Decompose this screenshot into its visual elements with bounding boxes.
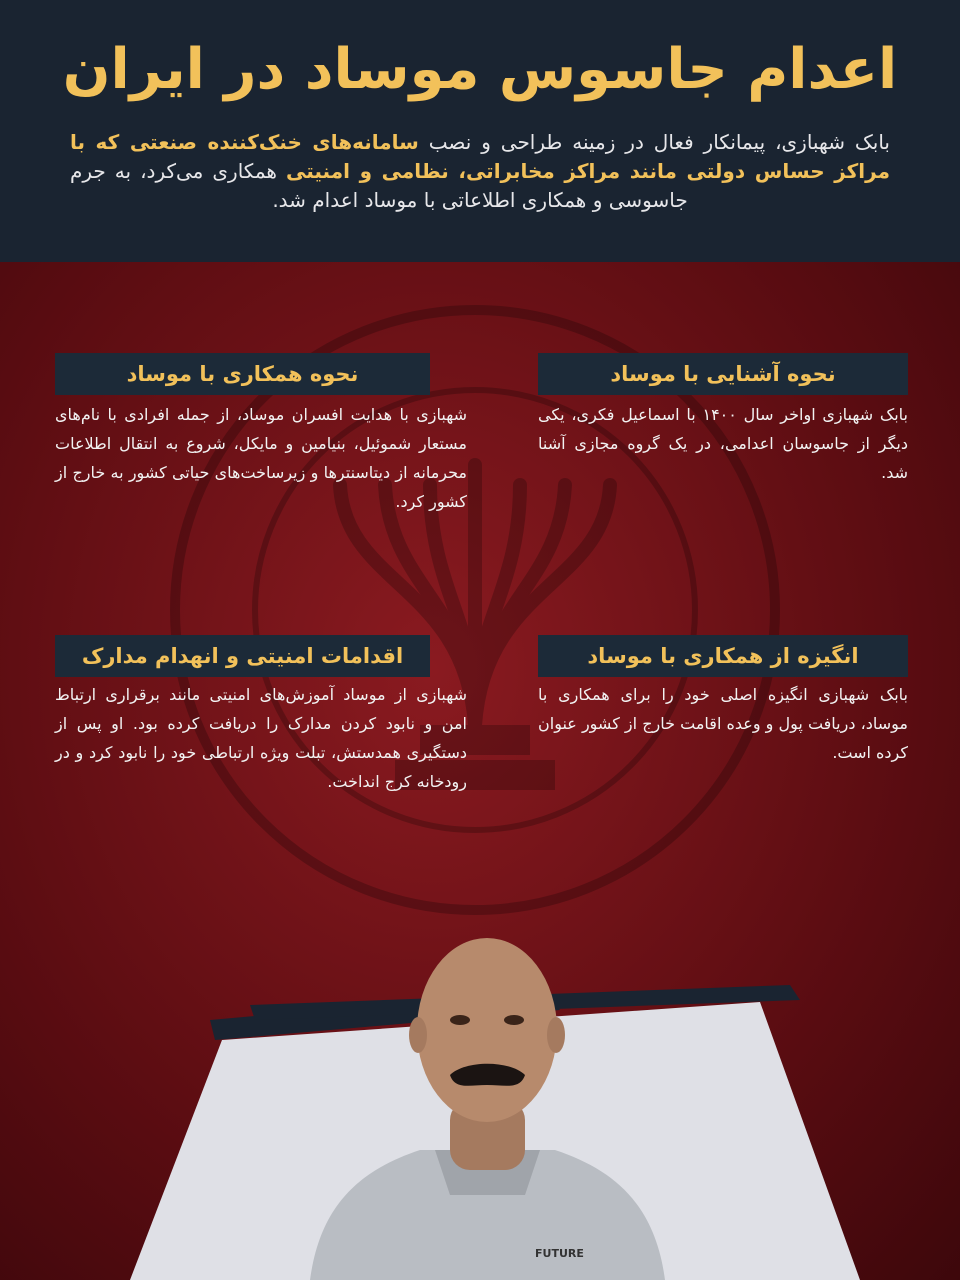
section-title-motivation: انگیزه از همکاری با موساد: [538, 635, 908, 677]
section-title-acquaintance: نحوه آشنایی با موساد: [538, 353, 908, 395]
section-title-security: اقدامات امنیتی و انهدام مدارک: [55, 635, 430, 677]
intro-text-part1: بابک شهبازی، پیمانکار فعال در زمینه طراحی و نصب: [418, 130, 890, 154]
intro-highlight: سامانه‌های خنک‌کننده صنعتی که با مراکز حساس دولتی مانند مراکز مخابراتی، نظامی و امنیتی: [70, 130, 890, 183]
section-body-cooperation: شهبازی با هدایت افسران موساد، از جمله افرادی با نام‌های مستعار شموئیل، بنیامین و مایکل، شروع به انتقال اطلاعات محرمانه از دیتاسنترها و زیرساخت‌های حیاتی کشور به خارج از کشور کرد.: [55, 405, 467, 511]
section-body-acquaintance: بابک شهبازی اواخر سال ۱۴۰۰ با اسماعیل فکری، یکی دیگر از جاسوسان اعدامی، در یک گروه مجازی آشنا شد.: [538, 405, 908, 482]
shirt-text: FUTURE: [535, 1247, 584, 1260]
person-portrait-icon: [300, 925, 675, 1280]
page-title: اعدام جاسوس موساد در ایران: [62, 37, 898, 102]
section-body-security: شهبازی از موساد آموزش‌های امنیتی مانند برقراری ارتباط امن و نابود کردن مدارک را دریافت کرده بود. او پس از دستگیری همدستش، تبلت ویژه ارتباطی خود را نابود کرد و در رودخانه کرج انداخت.: [55, 685, 467, 791]
section-body-motivation: بابک شهبازی انگیزه اصلی خود را برای همکاری با موساد، دریافت پول و وعده اقامت خارج از کشور عنوان کرده است.: [538, 685, 908, 762]
section-title-cooperation: نحوه همکاری با موساد: [55, 353, 430, 395]
portrait-photo: [300, 925, 675, 1280]
intro-text-part2: همکاری می‌کرد، به جرم جاسوسی و همکاری اطلاعاتی با موساد اعدام شد.: [70, 159, 688, 212]
